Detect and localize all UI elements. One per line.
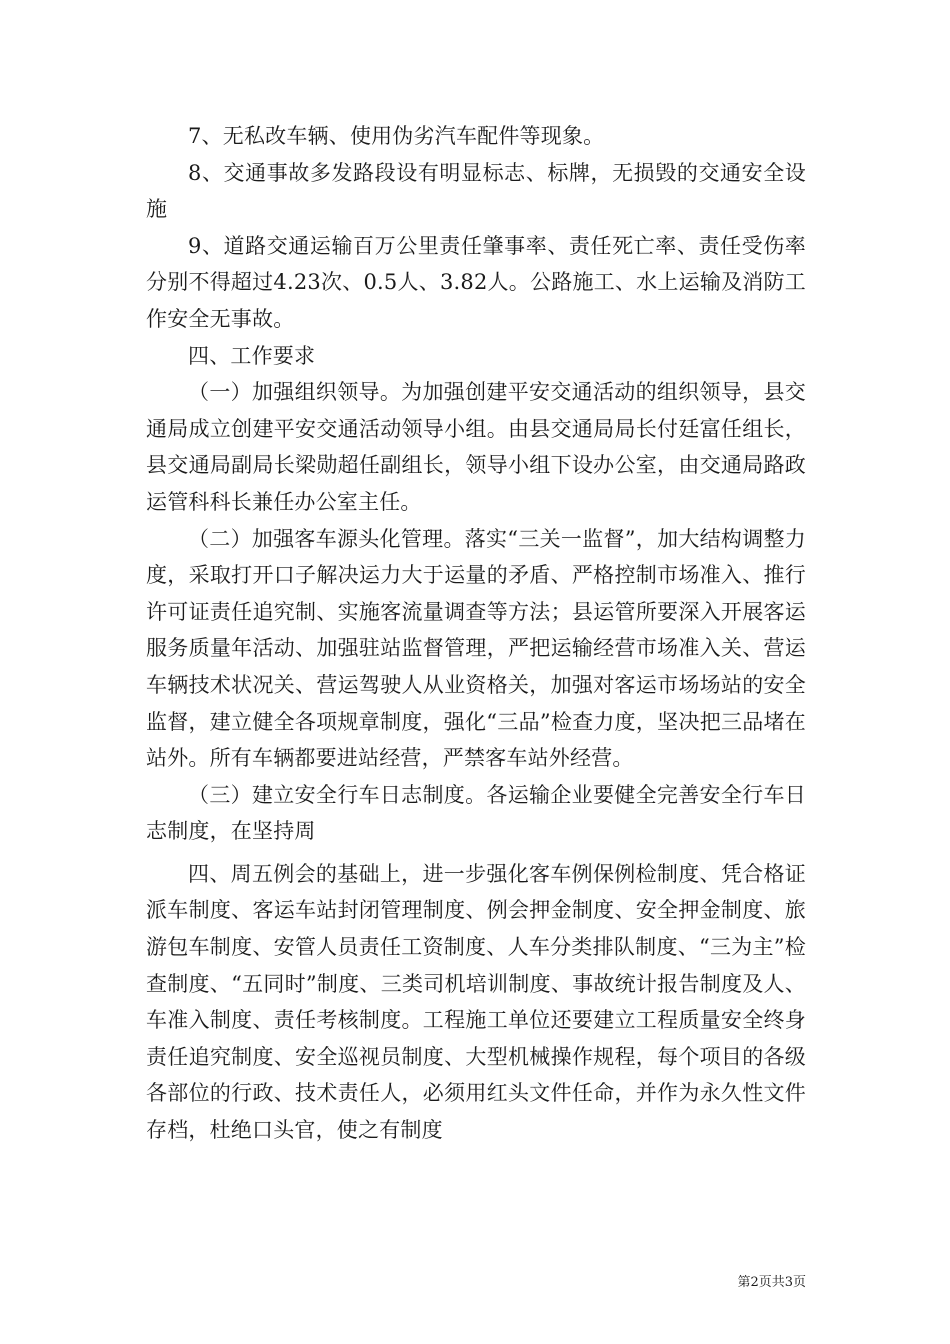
paragraph-bus-source-management: （二）加强客车源头化管理。落实“三关一监督”，加大结构调整力度，采取打开口子解决运力大于运量的矛盾、严格控制市场准入、推行许可证责任追究制、实施客流量调查等方法；县运管所要深入开展客运服务质量年活动、加强驻站监督管理，严把运输经营市场准入关、营运车辆技术状况关、营运驾驶人从业资格关，加强对客运市场场站的安全监督，建立健全各项规章制度，强化“三品”检查力度，坚决把三品堵在站外。所有车辆都要进站经营，严禁客车站外经营。 [146,526,806,771]
paragraph-organization-leadership: （一）加强组织领导。为加强创建平安交通活动的组织领导，县交通局成立创建平安交通活动领导小组。由县交通局局长付廷富任组长，县交通局副局长梁勋超任副组长，领导小组下设办公室，由交通局路政运管科科长兼任办公室主任。 [146,380,806,514]
document-body [146,118,806,1149]
section-heading-work-requirements: 四、工作要求 [188,343,316,368]
paragraph-item-9: 9、道路交通运输百万公里责任肇事率、责任死亡率、责任受伤率分别不得超过4.23次、0.5人、3.82人。公路施工、水上运输及消防工作安全无事故。 [146,233,806,331]
paragraph-weekly-meeting-system: 四、周五例会的基础上，进一步强化客车例保例检制度、凭合格证派车制度、客运车站封闭管理制度、例会押金制度、安全押金制度、旅游包车制度、安管人员责任工资制度、人车分类排队制度、“三为主”检查制度、“五同时”制度、三类司机培训制度、事故统计报告制度及人、车准入制度、责任考核制度。工程施工单位还要建立工程质量安全终身责任追究制度、安全巡视员制度、大型机械操作规程，每个项目的各级各部位的行政、技术责任人，必须用红头文件任命，并作为永久性文件存档，杜绝口头官，使之有制度 [146,861,806,1143]
page-number: 第2页共3页 [737,1275,806,1290]
paragraph-safety-log-system: （三）建立安全行车日志制度。各运输企业要健全完善安全行车日志制度，在坚持周 [146,782,806,844]
paragraph-item-8: 8、交通事故多发路段设有明显标志、标牌，无损毁的交通安全设施 [146,160,806,222]
paragraph-item-7: 7、无私改车辆、使用伪劣汽车配件等现象。 [188,124,605,148]
